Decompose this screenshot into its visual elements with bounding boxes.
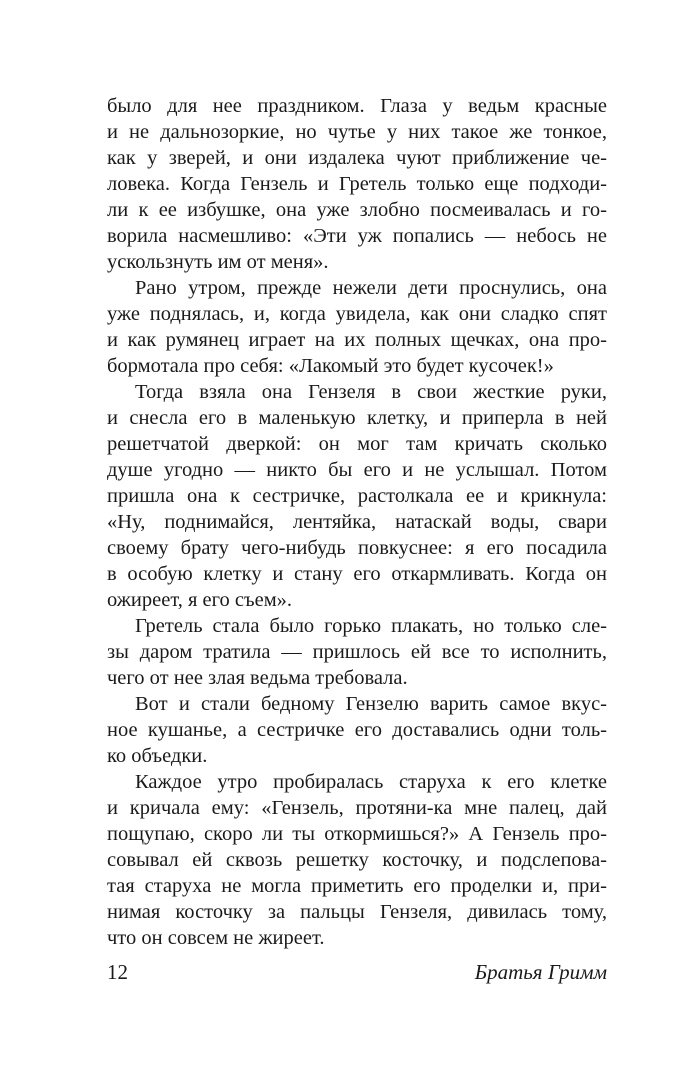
text-line: тая старуха не могла приметить его проделки и, при- [107, 875, 607, 897]
text-line: решетчатой дверкой: он мог там кричать сколько [107, 433, 607, 455]
paragraph-first-line: Каждое утро пробиралась старуха к его клетке [135, 771, 607, 793]
text-line: совывал ей сквозь решетку косточку, и подслепова- [107, 849, 607, 871]
body-text [107, 93, 607, 951]
text-line: что он совсем не жиреет. [107, 927, 325, 949]
text-line: и кричала ему: «Гензель, протяни-ка мне палец, дай [107, 797, 607, 819]
paragraph-first-line: Гретель стала было горько плакать, но только сле- [135, 615, 607, 637]
running-title: Братья Гримм [474, 960, 607, 984]
text-line: «Ну, поднимайся, лентяйка, натаскай воды, свари [107, 511, 607, 533]
text-line: душе угодно — никто бы его и не услышал. Потом [107, 459, 607, 481]
text-line: в особую клетку и стану его откармливать. Когда он [107, 563, 607, 585]
text-line: пришла она к сестричке, растолкала ее и крикнула: [107, 485, 607, 507]
text-line: ловека. Когда Гензель и Гретель только еще подходи- [107, 173, 607, 195]
page-number: 12 [107, 960, 128, 984]
text-line: пощупаю, скоро ли ты откормишься?» А Гензель про- [107, 823, 607, 845]
text-line: нимая косточку за пальцы Гензеля, дивилась тому, [107, 901, 607, 923]
paragraph-first-line: Вот и стали бедному Гензелю варить самое вкус- [135, 693, 607, 715]
text-line: как у зверей, и они издалека чуют приближение че- [107, 147, 607, 169]
text-line: ко объедки. [107, 745, 208, 767]
page-footer [107, 957, 607, 987]
text-line: бормотала про себя: «Лакомый это будет кусочек!» [107, 355, 554, 377]
text-line: и снесла его в маленькую клетку, и приперла в ней [107, 407, 607, 429]
text-line: ли к ее избушке, она уже злобно посмеивалась и го- [107, 199, 607, 221]
text-line: ожиреет, я его съем». [107, 589, 293, 611]
text-line: чего от нее злая ведьма требовала. [107, 667, 408, 689]
text-line: ускользнуть им от меня». [107, 251, 329, 273]
paragraph-first-line: Тогда взяла она Гензеля в свои жесткие руки, [135, 381, 607, 403]
text-line: и как румянец играет на их полных щечках, она про- [107, 329, 607, 351]
text-line: зы даром тратила — пришлось ей все то исполнить, [107, 641, 607, 663]
text-line: было для нее праздником. Глаза у ведьм красные [107, 95, 607, 117]
text-line: уже поднялась, и, когда увидела, как они сладко спят [107, 303, 607, 325]
paragraph-first-line: Рано утром, прежде нежели дети проснулись, она [135, 277, 607, 299]
text-line: и не дальнозоркие, но чутье у них такое же тонкое, [107, 121, 607, 143]
text-line: своему брату чего-нибудь повкуснее: я его посадила [107, 537, 607, 559]
text-line: ворила насмешливо: «Эти уж попались — небось не [107, 225, 607, 247]
text-line: ное кушанье, а сестричке его доставались одни толь- [107, 719, 607, 741]
